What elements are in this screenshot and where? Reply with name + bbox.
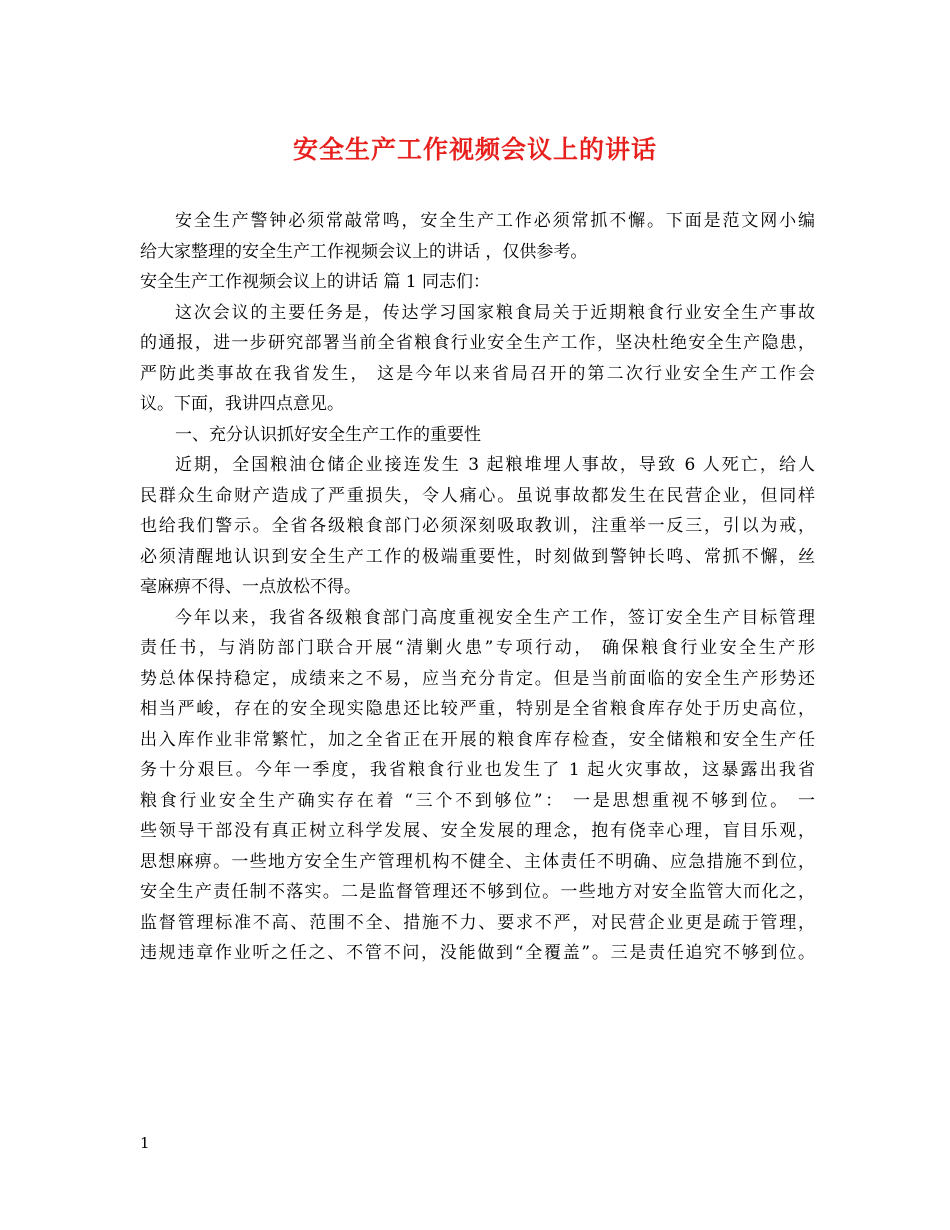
body-line: 一、充分认识抓好安全生产工作的重要性 bbox=[175, 424, 481, 445]
body-line: 责任书，与消防部门联合开展“清剿火患”专项行动， 确保粮食行业安全生产形 bbox=[140, 638, 815, 658]
body-line: 议。下面，我讲四点意见。 bbox=[140, 394, 344, 414]
body-line: 必须清醒地认识到安全生产工作的极端重要性，时刻做到警钟长鸣、常抓不懈，丝 bbox=[140, 546, 815, 567]
document-title: 安全生产工作视频会议上的讲话 bbox=[292, 135, 657, 164]
body-line: 的通报，进一步研究部署当前全省粮食行业安全生产工作，坚决杜绝安全生产隐患， bbox=[140, 333, 815, 353]
body-line: 近期，全国粮油仓储企业接连发生 3 起粮堆埋人事故，导致 6 人死亡，给人 bbox=[175, 455, 815, 475]
body-line: 安全生产责任制不落实。二是监督管理还不够到位。一些地方对安全监管大而化之， bbox=[140, 882, 815, 902]
page-number: 1 bbox=[140, 1134, 150, 1152]
body-line: 思想麻痹。一些地方安全生产管理机构不健全、主体责任不明确、应急措施不到位， bbox=[140, 851, 815, 872]
body-line: 这次会议的主要任务是，传达学习国家粮食局关于近期粮食行业安全生产事故 bbox=[175, 302, 815, 323]
body-line: 也给我们警示。全省各级粮食部门必须深刻吸取教训，注重举一反三，引以为戒， bbox=[140, 516, 815, 536]
body-line: 民群众生命财产造成了严重损失，令人痛心。虽说事故都发生在民营企业，但同样 bbox=[140, 485, 815, 506]
body-line: 严防此类事故在我省发生， 这是今年以来省局召开的第二次行业安全生产工作会 bbox=[140, 363, 815, 384]
body-line: 势总体保持稳定，成绩来之不易，应当充分肯定。但是当前面临的安全生产形势还 bbox=[140, 668, 815, 689]
document-body bbox=[140, 206, 815, 969]
body-line: 粮食行业安全生产确实存在着 “三个不到够位”： 一是思想重视不够到位。 一 bbox=[140, 790, 815, 811]
body-line: 些领导干部没有真正树立科学发展、安全发展的理念，抱有侥幸心理，盲目乐观， bbox=[140, 821, 815, 841]
body-line: 出入库作业非常繁忙，加之全省正在开展的粮食库存检查，安全储粮和安全生产任 bbox=[140, 729, 815, 750]
body-line: 相当严峻，存在的安全现实隐患还比较严重，特别是全省粮食库存处于历史高位， bbox=[140, 699, 815, 719]
body-line: 监督管理标准不高、范围不全、措施不力、要求不严，对民营企业更是疏于管理， bbox=[140, 912, 815, 933]
body-line: 安全生产工作视频会议上的讲话 篇 1 同志们： bbox=[140, 272, 491, 292]
body-line: 毫麻痹不得、一点放松不得。 bbox=[140, 577, 361, 597]
body-line: 安全生产警钟必须常敲常鸣，安全生产工作必须常抓不懈。下面是范文网小编 bbox=[175, 211, 815, 231]
body-line: 违规违章作业听之任之、不管不问，没能做到“全覆盖”。三是责任追究不够到位。 bbox=[140, 943, 815, 963]
body-line: 给大家整理的安全生产工作视频会议上的讲话 ，仅供参考。 bbox=[140, 241, 588, 262]
body-line: 务十分艰巨。今年一季度，我省粮食行业也发生了 1 起火灾事故，这暴露出我省 bbox=[140, 760, 815, 780]
body-line: 今年以来，我省各级粮食部门高度重视安全生产工作，签订安全生产目标管理 bbox=[175, 607, 815, 628]
